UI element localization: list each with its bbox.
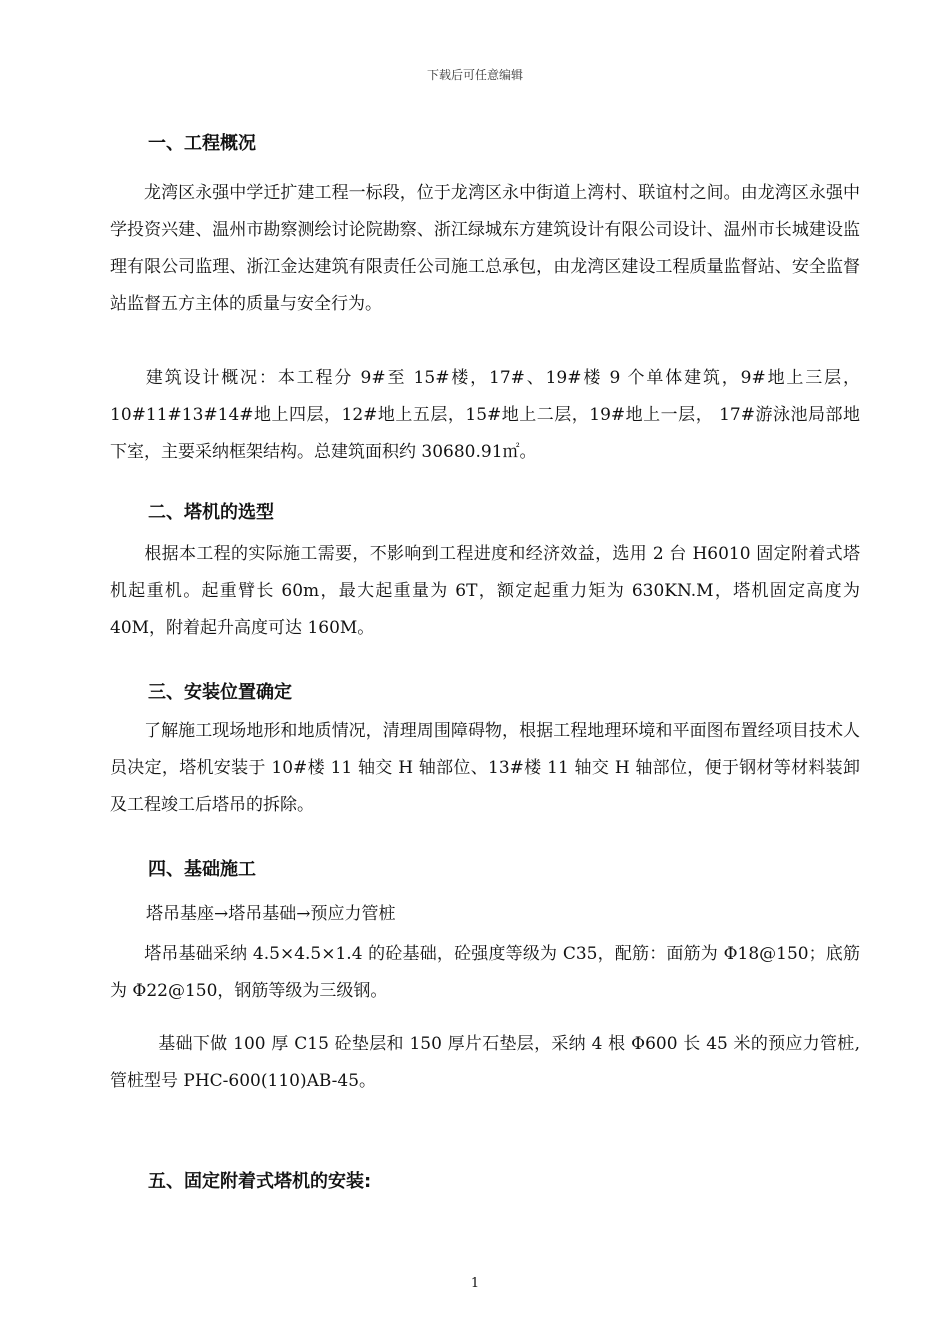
- section-1-paragraph-2-text: 建筑设计概况：本工程分 9#至 15#楼，17#、19#楼 9 个单体建筑，9#地上三层，10#11#13#14#地上四层，12#地上五层，15#地上二层，19#地上一层， 17#游泳池局部地下室，主要采纳框架结构。总建筑面积约 30680.91㎡。: [110, 368, 860, 462]
- section-4-paragraph-2: [110, 1026, 860, 1100]
- section-4-paragraph-1: [110, 936, 860, 1010]
- section-1-paragraph-2: [110, 360, 860, 471]
- section-3-paragraph-1: [110, 713, 860, 824]
- section-3-heading: 三、安装位置确定: [148, 682, 292, 703]
- section-3-paragraph-1-text: 了解施工现场地形和地质情况，清理周围障碍物，根据工程地理环境和平面图布置经项目技术人员决定，塔机安装于 10#楼 11 轴交 H 轴部位、13#楼 11 轴交 H 轴部位，便于钢材等材料装卸及工程竣工后塔吊的拆除。: [110, 721, 860, 815]
- section-1-paragraph-1: [110, 175, 860, 323]
- section-4-heading: 四、基础施工: [148, 859, 256, 880]
- section-1-paragraph-1-text: 龙湾区永强中学迁扩建工程一标段，位于龙湾区永中街道上湾村、联谊村之间。由龙湾区永强中学投资兴建、温州市勘察测绘讨论院勘察、浙江绿城东方建筑设计有限公司设计、温州市长城建设监理有限公司监理、浙江金达建筑有限责任公司施工总承包，由龙湾区建设工程质量监督站、安全监督站监督五方主体的质量与安全行为。: [110, 183, 860, 314]
- section-4-flow-line: 塔吊基座→塔吊基础→预应力管桩: [146, 904, 396, 924]
- section-1-heading: 一、工程概况: [148, 133, 256, 154]
- section-4-paragraph-2-text: 基础下做 100 厚 C15 砼垫层和 150 厚片石垫层，采纳 4 根 Φ600 长 45 米的预应力管桩,管桩型号 PHC-600(110)AB-45。: [110, 1034, 860, 1091]
- section-4-paragraph-1-text: 塔吊基础采纳 4.5×4.5×1.4 的砼基础，砼强度等级为 C35，配筋：面筋为 Φ18@150；底筋为 Φ22@150，钢筋等级为三级钢。: [110, 944, 860, 1001]
- section-5-heading: 五、固定附着式塔机的安装:: [148, 1171, 372, 1192]
- section-2-heading: 二、塔机的选型: [148, 502, 274, 523]
- page-number: 1: [470, 1276, 480, 1291]
- page-header: 下载后可任意编辑: [426, 68, 523, 82]
- section-2-paragraph-1-text: 根据本工程的实际施工需要，不影响到工程进度和经济效益，选用 2 台 H6010 固定附着式塔机起重机。起重臂长 60m，最大起重量为 6T，额定起重力矩为 630KN.M，塔机固定高度为 40M，附着起升高度可达 160M。: [110, 544, 860, 638]
- section-2-paragraph-1: [110, 536, 860, 647]
